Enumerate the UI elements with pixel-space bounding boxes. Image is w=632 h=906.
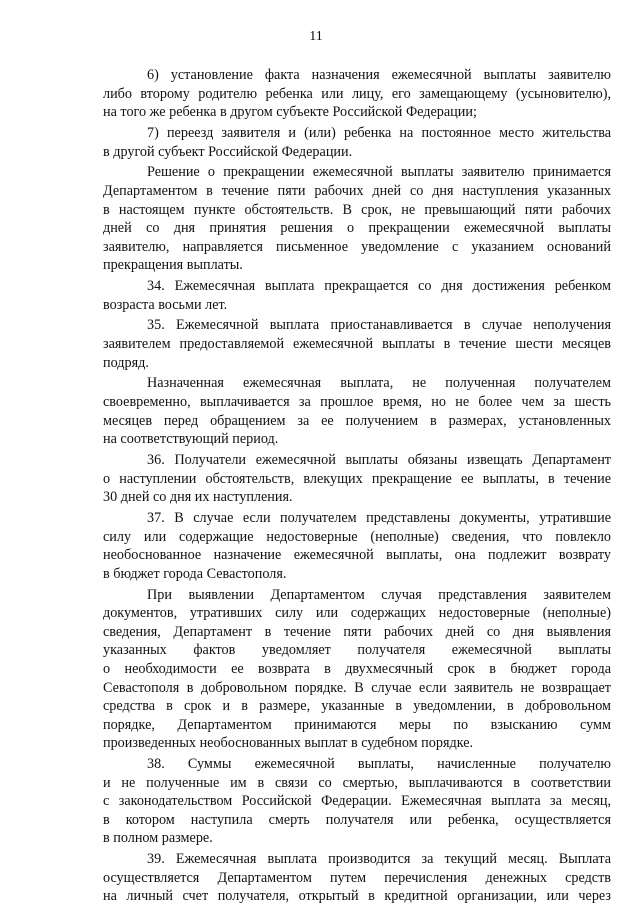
text-line: в бюджет города Севастополя. [103,565,287,582]
text-line: произведенных необоснованных выплат в судебном порядке. [103,735,474,752]
text-line: в котором наступила смерть получателя или ребенка, осуществляется [103,811,611,828]
text-line: порядке, Департаментом принимаются меры по взысканию сумм [103,716,611,733]
text-line: дней со дня принятия решения о прекращении ежемесячной выплаты [103,220,611,237]
text-line: 38. Суммы ежемесячной выплаты, начисленные получателю [147,756,611,773]
text-line: на личный счет получателя, открытый в кредитной организации, или через [103,888,611,905]
text-line: 30 дней со дня их наступления. [103,489,293,506]
page-number: 11 [309,29,323,44]
text-line: 7) переезд заявителя и (или) ребенка на постоянное место жительства [147,124,611,141]
text-line: с законодательством Российской Федерации. Ежемесячная выплата за месяц, [103,793,611,810]
text-line: силу или содержащие недостоверные (неполные) сведения, что повлекло [103,528,611,545]
text-line: 36. Получатели ежемесячной выплаты обязаны извещать Департамент [147,452,611,468]
text-line: сведения, Департамент в течение пяти рабочих дней со дня выявления [103,623,611,640]
text-line: на того же ребенка в другом субъекте Российской Федерации; [103,104,477,121]
text-line: в настоящем пункте обстоятельств. В срок, не превышающий пяти рабочих [103,201,611,218]
text-line: о необходимости ее возврата в двухмесячный срок в бюджет города [103,660,611,677]
document-body [103,66,611,906]
text-line: 35. Ежемесячной выплата приостанавливается в случае неполучения [147,317,611,334]
text-line: в другой субъект Российской Федерации. [103,143,353,160]
text-line: заявителем предоставляемой ежемесячной выплаты в течение шести месяцев [103,336,611,353]
text-line: о наступлении обстоятельств, влекущих прекращение ее выплаты, в течение [103,470,611,487]
text-line: 34. Ежемесячная выплата прекращается со дня достижения ребенком [147,278,611,295]
text-line: подряд. [103,354,149,371]
text-line: возраста восьми лет. [103,296,228,313]
text-line: документов, утративших силу или содержащих недостоверные (неполные) [103,605,611,622]
text-line: средства в срок и в размере, указанные в уведомлении, в добровольном [103,698,611,715]
text-line: Департаментом в течение пяти рабочих дней со дня наступления указанных [103,182,611,199]
text-line: Севастополя в добровольном порядке. В случае если заявитель не возвращает [103,679,611,696]
text-line: и не полученные им в связи со смертью, выплачиваются в соответствии [103,774,611,791]
text-line: 37. В случае если получателем представлены документы, утратившие [147,509,611,526]
text-line: 39. Ежемесячная выплата производится за текущий месяц. Выплата [147,851,611,868]
text-line: либо второму родителю ребенка или лицу, его замещающему (усыновителю), [103,85,611,102]
text-line: Решение о прекращении ежемесячной выплаты заявителю принимается [147,164,611,181]
text-line: в полном размере. [103,830,213,847]
text-line: указанных фактов уведомляет получателя ежемесячной выплаты [103,642,611,659]
text-line: своевременно, выплачивается за прошлое время, но не более чем за шесть [103,394,611,411]
text-line: Назначенная ежемесячная выплата, не полученная получателем [147,375,611,392]
text-line: на соответствующий период. [103,431,279,448]
text-line: осуществляется Департаментом путем перечисления денежных средств [103,869,611,886]
text-line: заявителю, направляется письменное уведомление с указанием оснований [103,238,611,255]
text-line: месяцев перед обращением за ее получением в размерах, установленных [103,412,611,429]
text-line: При выявлении Департаментом случая представления заявителем [147,586,611,603]
text-line: необоснованное назначение ежемесячной выплаты, она подлежит возврату [103,547,611,564]
text-line: 6) установление факта назначения ежемесячной выплаты заявителю [147,67,611,83]
text-line: прекращения выплаты. [103,257,243,274]
